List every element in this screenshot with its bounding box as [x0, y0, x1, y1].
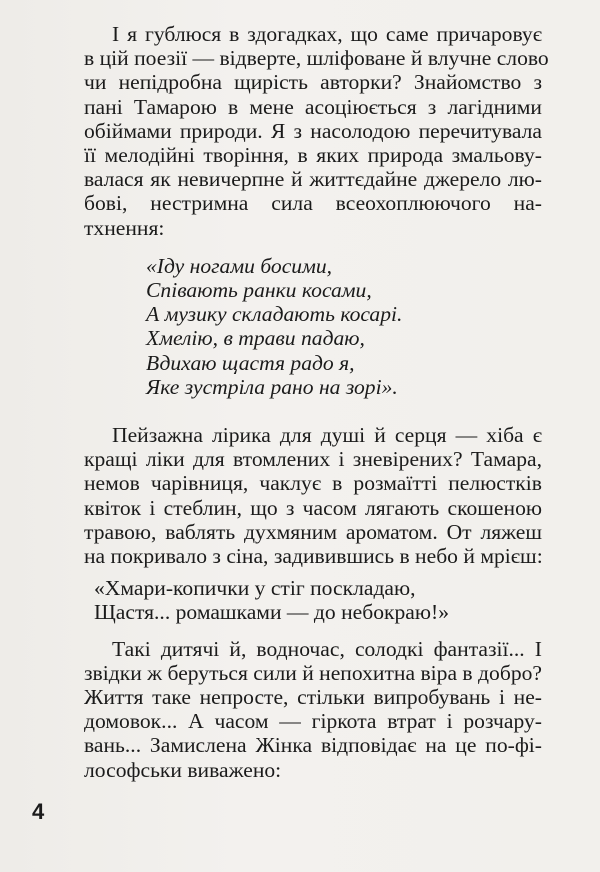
page-number: 4	[32, 799, 45, 824]
text-line: лософськи виважено:	[84, 757, 282, 782]
text-line: валася як невичерпне й життєдайне джерело лю-	[84, 167, 542, 192]
page-body	[84, 22, 549, 782]
text-line: чи непідробна щирість авторки? Знайомство з	[84, 70, 542, 95]
verse-line: «Хмари-копички у стіг поскладаю,	[94, 576, 416, 601]
verse-line: Вдихаю щастя радо я,	[146, 350, 355, 375]
text-line: тхнення:	[84, 215, 165, 240]
text-line: пані Тамарою в мене асоціюється з лагідними	[84, 94, 542, 119]
text-line: І я гублюся в здогадках, що саме причаровує	[112, 22, 542, 46]
verse-1	[84, 254, 542, 399]
text-line: домовок... А часом — гіркота втрат і розчару-	[84, 709, 542, 734]
text-line: на покривало з сіна, задивившись в небо й мрієш:	[84, 544, 543, 569]
verse-line: Яке зустріла рано на зорі».	[146, 374, 398, 399]
text-line: її мелодійні творіння, в яких природа змальову-	[84, 143, 542, 168]
paragraph-1	[84, 22, 549, 240]
verse-2	[84, 576, 542, 624]
verse-line: Хмелію, в трави падаю,	[146, 326, 365, 351]
text-line: обіймами природи. Я з насолодою перечитувала	[84, 118, 542, 143]
text-line: в цій поезії — відверте, шліфоване й влучне слово	[84, 46, 549, 71]
verse-line: «Іду ногами босими,	[146, 253, 333, 278]
paragraph-3	[84, 637, 542, 782]
text-line: Пейзажна лірика для душі й серця — хіба є	[112, 423, 542, 448]
text-line: Життя таке непросте, стільки випробувань і не-	[84, 685, 542, 710]
text-line: кращі ліки для втомлених і зневірених? Тамара,	[84, 447, 542, 472]
text-line: немов чарівниця, чаклує в розмаїтті пелюстків	[84, 471, 542, 496]
verse-line: Щастя... ромашками — до небокраю!»	[94, 600, 449, 625]
paragraph-2	[84, 423, 542, 568]
text-line: травою, ваблять духмяним ароматом. От ляжеш	[84, 519, 542, 544]
text-line: квіток і стеблин, що з часом лягають скошеною	[84, 495, 542, 520]
text-line: Такі дитячі й, водночас, солодкі фантазії... І	[112, 636, 542, 661]
text-line: вань... Замислена Жінка відповідає на це по-фі-	[84, 733, 542, 758]
text-line: звідки ж беруться сили й непохитна віра в добро?	[84, 660, 542, 685]
text-line: бові, нестримна сила всеохоплюючого на-	[84, 191, 542, 216]
verse-line: Співають ранки косами,	[146, 278, 372, 303]
verse-line: А музику складають косарі.	[146, 302, 403, 327]
